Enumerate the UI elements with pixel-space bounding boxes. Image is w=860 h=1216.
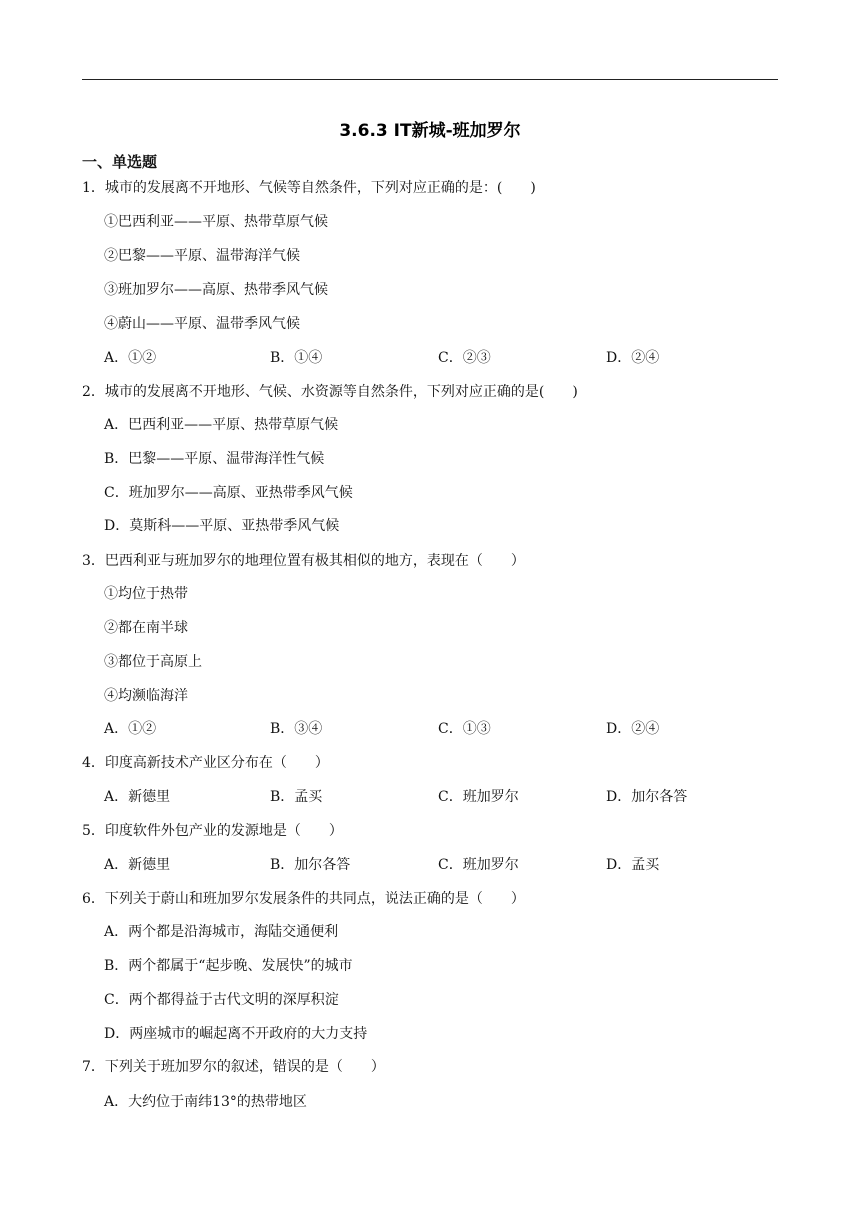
q5-option-a[interactable]: A．新德里: [104, 857, 171, 873]
q1-item-3: ③班加罗尔——高原、热带季风气候: [104, 282, 328, 298]
q1-item-1: ①巴西利亚——平原、热带草原气候: [104, 214, 328, 230]
q3-option-d[interactable]: D．②④: [606, 721, 660, 737]
q1-option-d[interactable]: D．②④: [606, 350, 660, 366]
q1-option-c[interactable]: C．②③: [438, 350, 491, 366]
q3-option-c[interactable]: C．①③: [438, 721, 491, 737]
q4-option-a[interactable]: A．新德里: [104, 789, 171, 805]
q5-option-d[interactable]: D．孟买: [606, 857, 660, 873]
question-5-stem: 5．印度软件外包产业的发源地是（ ）: [82, 823, 343, 839]
section-heading: 一、单选题: [82, 153, 158, 171]
question-2-stem: 2．城市的发展离不开地形、气候、水资源等自然条件，下列对应正确的是( ): [82, 384, 578, 400]
q2-option-a[interactable]: A．巴西利亚——平原、热带草原气候: [104, 417, 339, 433]
q6-option-b[interactable]: B．两个都属于“起步晚、发展快”的城市: [104, 958, 353, 974]
q1-option-a[interactable]: A．①②: [104, 350, 157, 366]
q1-item-4: ④蔚山——平原、温带季风气候: [104, 316, 300, 332]
q2-option-c[interactable]: C．班加罗尔——高原、亚热带季风气候: [104, 485, 353, 501]
q2-option-b[interactable]: B．巴黎——平原、温带海洋性气候: [104, 451, 325, 467]
q5-option-c[interactable]: C．班加罗尔: [438, 857, 519, 873]
q4-option-c[interactable]: C．班加罗尔: [438, 789, 519, 805]
q3-item-3: ③都位于高原上: [104, 654, 202, 670]
q7-option-a[interactable]: A．大约位于南纬13°的热带地区: [104, 1094, 307, 1110]
question-4-stem: 4．印度高新技术产业区分布在（ ）: [82, 755, 329, 771]
q6-option-a[interactable]: A．两个都是沿海城市，海陆交通便利: [104, 924, 339, 940]
q3-item-1: ①均位于热带: [104, 586, 188, 602]
q1-option-b[interactable]: B．①④: [270, 350, 323, 366]
header-rule: [82, 79, 778, 80]
question-7-stem: 7．下列关于班加罗尔的叙述，错误的是（ ）: [82, 1059, 385, 1075]
q3-option-b[interactable]: B．③④: [270, 721, 323, 737]
q1-item-2: ②巴黎——平原、温带海洋气候: [104, 248, 300, 264]
q4-option-b[interactable]: B．孟买: [270, 789, 323, 805]
question-3-stem: 3．巴西利亚与班加罗尔的地理位置有极其相似的地方，表现在（ ）: [82, 553, 525, 569]
q3-option-a[interactable]: A．①②: [104, 721, 157, 737]
q3-item-4: ④均濒临海洋: [104, 688, 188, 704]
question-6-stem: 6．下列关于蔚山和班加罗尔发展条件的共同点，说法正确的是（ ）: [82, 891, 525, 907]
q3-item-2: ②都在南半球: [104, 620, 188, 636]
page-title: 3.6.3 IT新城-班加罗尔: [339, 121, 521, 141]
q4-option-d[interactable]: D．加尔各答: [606, 789, 688, 805]
q5-option-b[interactable]: B．加尔各答: [270, 857, 351, 873]
q2-option-d[interactable]: D．莫斯科——平原、亚热带季风气候: [104, 518, 340, 534]
question-1-stem: 1．城市的发展离不开地形、气候等自然条件，下列对应正确的是：( ): [82, 180, 536, 196]
q6-option-c[interactable]: C．两个都得益于古代文明的深厚积淀: [104, 992, 339, 1008]
q6-option-d[interactable]: D．两座城市的崛起离不开政府的大力支持: [104, 1026, 368, 1042]
